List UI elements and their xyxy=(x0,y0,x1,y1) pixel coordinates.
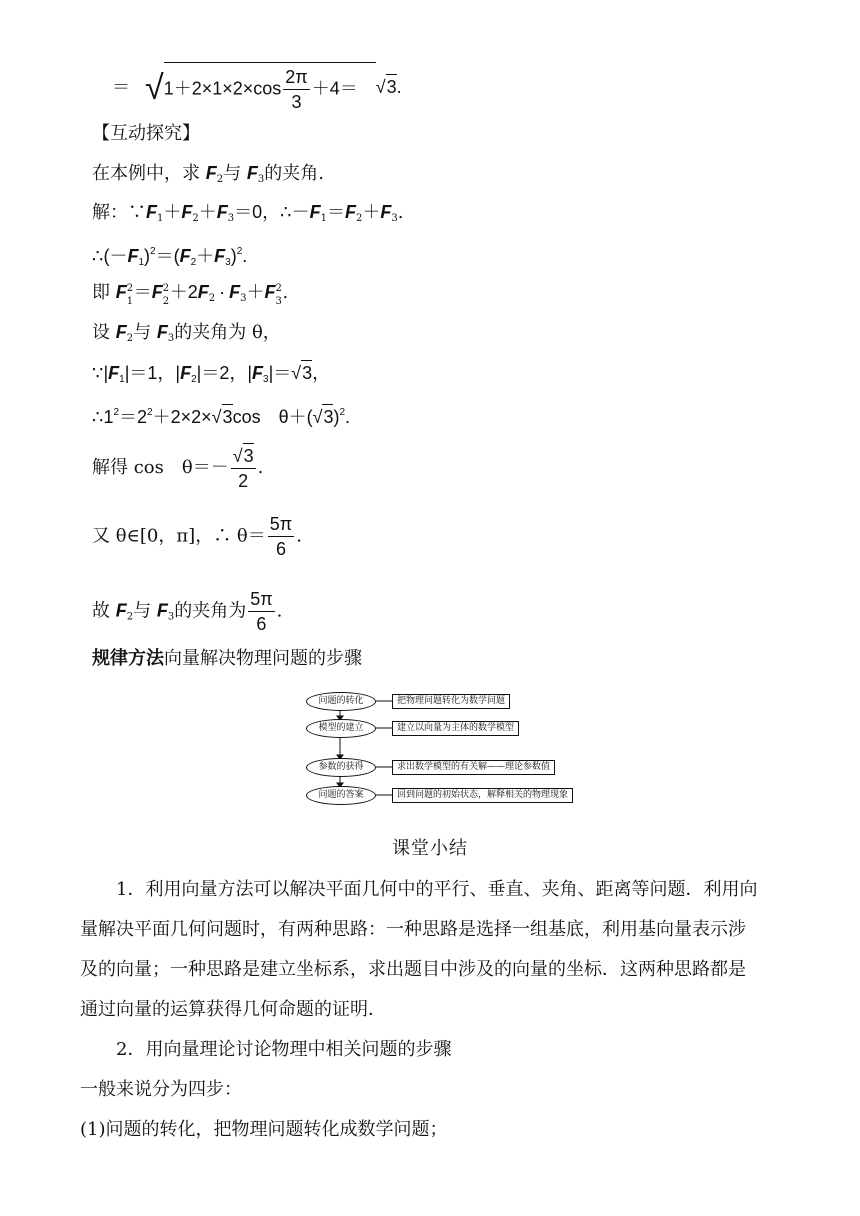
frac-den: 6 xyxy=(275,539,286,559)
flowchart xyxy=(300,688,600,816)
subscript: 3 xyxy=(227,213,235,224)
root-value: 3 xyxy=(322,404,333,429)
subscript: 1 xyxy=(126,296,134,307)
text: ＋2×2× xyxy=(152,407,212,427)
vector-F: F xyxy=(156,600,168,621)
subscript: 3 xyxy=(167,611,175,623)
solution-line-7 xyxy=(92,443,263,493)
period: . xyxy=(242,246,248,266)
period: . xyxy=(282,282,289,303)
paragraph-1-line: 1．利用向量方法可以解决平面几何中的平行、垂直、夹角、距离等问题．利用向 xyxy=(116,879,758,900)
fraction-2pi-3 xyxy=(283,65,309,114)
fraction-5pi-6 xyxy=(268,512,294,561)
text: ＝2 xyxy=(119,407,148,427)
method-text: 向量解决物理问题的步骤 xyxy=(164,648,362,669)
vector-F: F xyxy=(205,163,217,183)
solution-line-9 xyxy=(92,587,282,636)
vector-F: F xyxy=(180,363,192,383)
frac-num: 5π xyxy=(248,587,274,612)
root-value: 3 xyxy=(386,74,397,99)
frac-den: 3 xyxy=(291,92,302,112)
subscript: 3 xyxy=(263,374,269,385)
exponent: 2 xyxy=(339,407,346,418)
method-heading xyxy=(92,647,362,671)
subscript: 3 xyxy=(240,293,247,304)
text: 在本例中，求 xyxy=(92,163,206,184)
vector-F: F xyxy=(181,202,193,222)
solution-line-6 xyxy=(92,401,350,429)
vector-F: F xyxy=(115,600,127,621)
radicand-a: 1＋2×1×2×cos xyxy=(163,78,282,99)
paragraph-1-line: 通过向量的运算获得几何命题的证明． xyxy=(80,999,386,1020)
text: 与 xyxy=(133,322,157,343)
paragraph-4: (1)问题的转化，把物理问题转化成数学问题； xyxy=(80,1119,448,1140)
vector-F: F xyxy=(344,202,356,222)
exponent: 2 xyxy=(150,246,156,257)
op: ＋ xyxy=(362,202,381,222)
text: ∵| xyxy=(92,363,109,383)
solution-line-1 xyxy=(92,200,403,231)
text: |＝ xyxy=(268,363,292,383)
frac-den: 2 xyxy=(238,471,249,491)
flow-step-oval: 参数的获得 xyxy=(306,758,376,777)
exponent: 2 xyxy=(275,283,282,294)
subscript: 1 xyxy=(119,374,125,385)
period: . xyxy=(257,457,264,478)
vector-F: F xyxy=(229,282,241,302)
text: 与 xyxy=(133,600,157,622)
flow-step-oval: 问题的转化 xyxy=(306,692,376,711)
exponent: 2 xyxy=(113,407,120,418)
op: ＋ xyxy=(196,246,215,266)
solution-line-3 xyxy=(92,280,288,311)
text: ＝( xyxy=(155,246,180,266)
vector-F: F xyxy=(252,363,264,383)
op: ＋ xyxy=(246,282,265,302)
text: 故 xyxy=(92,600,116,622)
exponent: 2 xyxy=(147,407,153,418)
vector-F: F xyxy=(179,246,191,266)
vector-F: F xyxy=(151,282,163,302)
text: |＝1，| xyxy=(124,363,181,383)
text: 的夹角为 xyxy=(174,600,247,622)
subscript: 3 xyxy=(167,333,175,344)
frac-den: 6 xyxy=(256,614,267,634)
vector-F: F xyxy=(108,363,120,383)
fraction-root3-2 xyxy=(231,443,256,493)
period: . xyxy=(397,202,404,223)
equation-result xyxy=(112,62,402,114)
frac-num: 5π xyxy=(268,512,294,537)
subscript: 1 xyxy=(320,213,327,224)
subscript: 2 xyxy=(355,213,363,224)
vector-F: F xyxy=(115,322,127,342)
root-value: 3 xyxy=(301,360,312,385)
subscript: 3 xyxy=(225,257,231,268)
vector-F: F xyxy=(214,246,226,266)
vector-F: F xyxy=(127,246,139,266)
subscript: 2 xyxy=(126,611,134,623)
text: 又 θ∈[0，π]，∴ θ＝ xyxy=(92,525,266,547)
vector-F: F xyxy=(246,163,258,183)
flow-step-oval: 问题的答案 xyxy=(306,786,376,805)
flow-step-desc: 回到问题的初始状态，解释相关的物理现象 xyxy=(392,788,573,803)
text: ＝0，∴－ xyxy=(234,202,310,222)
fraction-5pi-6 xyxy=(248,587,274,636)
paragraph-1-line: 量解决平面几何问题时，有两种思路：一种思路是选择一组基底，利用基向量表示涉 xyxy=(80,919,746,940)
question-line xyxy=(92,161,324,192)
vector-F: F xyxy=(115,282,127,302)
vector-F: F xyxy=(216,202,228,222)
text: cos θ＋( xyxy=(232,407,313,427)
radicand-b: ＋4＝ xyxy=(311,78,358,99)
root-value: 3 xyxy=(243,443,254,468)
period: . xyxy=(276,600,283,622)
vector-F: F xyxy=(146,202,157,222)
subscript: 3 xyxy=(257,174,265,185)
radicand xyxy=(164,62,376,114)
flow-step-desc: 求出数学模型的有关解——理论参数值 xyxy=(392,760,555,775)
text: |＝2，| xyxy=(196,363,253,383)
paragraph-3: 一般来说分为四步： xyxy=(80,1079,242,1100)
text: ＋2 xyxy=(169,282,198,302)
text: ) xyxy=(333,407,340,427)
radical-sign: √ xyxy=(211,407,222,427)
radical-sign: √ xyxy=(312,407,323,427)
subscript: 3 xyxy=(275,296,282,307)
text: 解得 cos θ＝－ xyxy=(92,457,229,478)
subscript: 2 xyxy=(216,174,224,185)
text: ) xyxy=(230,246,237,266)
solution-line-2 xyxy=(92,240,247,275)
text: 的夹角. xyxy=(264,163,324,184)
subscript: 2 xyxy=(126,333,134,344)
paragraph-1-line: 及的向量；一种思路是建立坐标系，求出题目中涉及的向量的坐标．这两种思路都是 xyxy=(80,959,746,980)
radical-sign: √ xyxy=(232,446,243,466)
op: ＋ xyxy=(163,202,182,222)
paragraph-2: 2．用向量理论讨论物理中相关问题的步骤 xyxy=(116,1039,452,1060)
vector-F: F xyxy=(309,202,321,222)
text: ∴1 xyxy=(92,407,114,427)
text: 的夹角为 θ， xyxy=(174,322,281,343)
op: ＝ xyxy=(326,202,345,222)
op: ＋ xyxy=(198,202,217,222)
frac-num: 2π xyxy=(283,65,309,90)
subscript: 1 xyxy=(157,213,164,224)
subscript: 2 xyxy=(162,296,170,307)
section-heading: 【互动探究】 xyxy=(92,123,200,144)
root-value: 3 xyxy=(222,404,233,429)
flow-step-desc: 把物理问题转化为数学问题 xyxy=(392,694,510,709)
text: 设 xyxy=(92,322,116,343)
radical-sign: √ xyxy=(145,68,164,107)
text: ) xyxy=(144,246,151,266)
period: . xyxy=(296,525,302,547)
vector-F: F xyxy=(156,322,168,342)
summary-title: 课堂小结 xyxy=(392,838,468,859)
period: . xyxy=(345,407,351,427)
exponent: 2 xyxy=(126,283,134,294)
method-label: 规律方法 xyxy=(92,648,164,669)
period: . xyxy=(396,76,402,97)
solution-line-8 xyxy=(92,512,302,561)
dot-op: · xyxy=(219,282,226,302)
subscript: 1 xyxy=(138,257,145,268)
radical-sign-small: √ xyxy=(375,76,386,97)
text: 与 xyxy=(223,163,247,184)
vector-F: F xyxy=(197,282,209,302)
flow-step-oval: 模型的建立 xyxy=(306,719,376,738)
vector-F: F xyxy=(264,282,276,302)
flow-step-desc: 建立以向量为主体的数学模型 xyxy=(392,721,519,736)
comma: ， xyxy=(312,363,331,383)
subscript: 3 xyxy=(391,213,398,224)
eq-sign: ＝ xyxy=(112,76,130,97)
vector-F: F xyxy=(380,202,392,222)
text: ∴(－ xyxy=(92,246,128,266)
subscript: 2 xyxy=(208,293,216,304)
exponent: 2 xyxy=(162,283,170,294)
subscript: 2 xyxy=(191,374,197,385)
solution-line-4 xyxy=(92,320,281,351)
radical-sign: √ xyxy=(291,363,302,383)
subscript: 2 xyxy=(192,213,199,224)
exponent: 2 xyxy=(236,246,243,257)
subscript: 2 xyxy=(190,257,197,268)
text: 解：∵ xyxy=(92,202,146,223)
solution-line-5 xyxy=(92,360,330,392)
text: 即 xyxy=(92,282,116,303)
op: ＝ xyxy=(133,282,152,302)
frac-num xyxy=(231,443,256,469)
